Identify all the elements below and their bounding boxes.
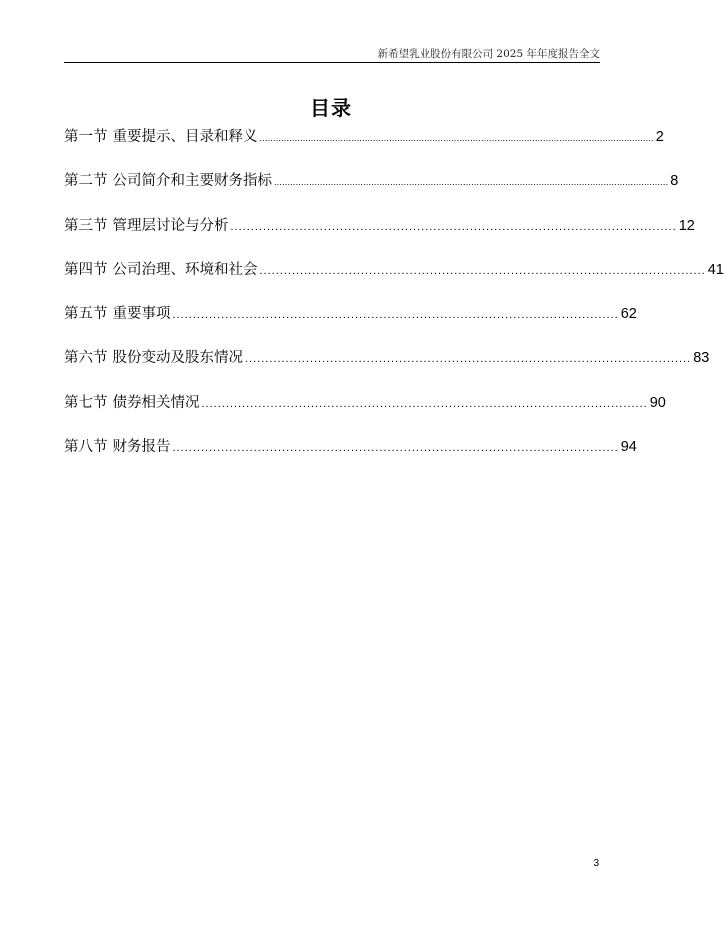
toc-section-number: 第二节 xyxy=(64,173,108,190)
toc-page-number: 12 xyxy=(678,217,695,234)
toc-entry[interactable] xyxy=(64,434,637,478)
toc-section-title: 重要事项 xyxy=(112,306,171,323)
toc-section-title: 财务报告 xyxy=(112,439,171,456)
toc-section-number: 第四节 xyxy=(64,261,108,278)
toc-leader-dots: .............................................................................................................. xyxy=(259,264,706,277)
toc-page-number: 94 xyxy=(620,439,637,456)
toc-entry[interactable] xyxy=(64,390,666,434)
toc-entry[interactable] xyxy=(64,257,724,301)
toc-section-number: 第六节 xyxy=(64,350,108,367)
toc-page-number: 62 xyxy=(620,306,637,323)
toc-section-title: 公司治理、环境和社会 xyxy=(112,261,258,278)
toc-page-number: 90 xyxy=(649,394,666,411)
toc-section-title: 公司简介和主要财务指标 xyxy=(112,173,272,190)
header-title: 新希望乳业股份有限公司 2025 年年度报告全文 xyxy=(377,48,600,60)
toc-page-number: 41 xyxy=(707,261,724,278)
toc-list xyxy=(64,124,724,478)
toc-section-title: 股份变动及股东情况 xyxy=(112,350,243,367)
toc-page-number: 2 xyxy=(655,129,664,145)
page-number: 3 xyxy=(593,858,599,869)
toc-section-title: 债券相关情况 xyxy=(112,394,200,411)
toc-leader-dots: .............................................................................................................. xyxy=(201,397,648,410)
toc-page-number: 8 xyxy=(670,173,679,190)
toc-leader-dots: .............................................................................................................. xyxy=(172,442,619,455)
toc-section-title: 管理层讨论与分析 xyxy=(112,217,229,234)
toc-title: 目录 xyxy=(310,96,352,120)
toc-entry[interactable] xyxy=(64,124,664,168)
toc-leader-dots: .................................................................................................................................................. xyxy=(274,177,669,188)
toc-entry[interactable] xyxy=(64,213,695,257)
toc-leader-dots: .............................................................................................................. xyxy=(245,353,692,366)
toc-section-number: 第一节 xyxy=(64,129,108,145)
toc-entry[interactable] xyxy=(64,168,679,212)
toc-section-title: 重要提示、目录和释义 xyxy=(112,129,258,145)
toc-page-number: 83 xyxy=(693,350,710,367)
toc-entry[interactable] xyxy=(64,345,710,389)
toc-section-number: 第五节 xyxy=(64,306,108,323)
toc-section-number: 第七节 xyxy=(64,394,108,411)
toc-leader-dots: .............................................................................................................. xyxy=(172,309,619,322)
toc-entry[interactable] xyxy=(64,301,637,345)
toc-section-number: 第三节 xyxy=(64,217,108,234)
toc-section-number: 第八节 xyxy=(64,439,108,456)
toc-leader-dots: .................................................................................................................................................. xyxy=(259,133,654,143)
running-header xyxy=(64,44,600,63)
toc-leader-dots: .............................................................................................................. xyxy=(230,220,677,233)
